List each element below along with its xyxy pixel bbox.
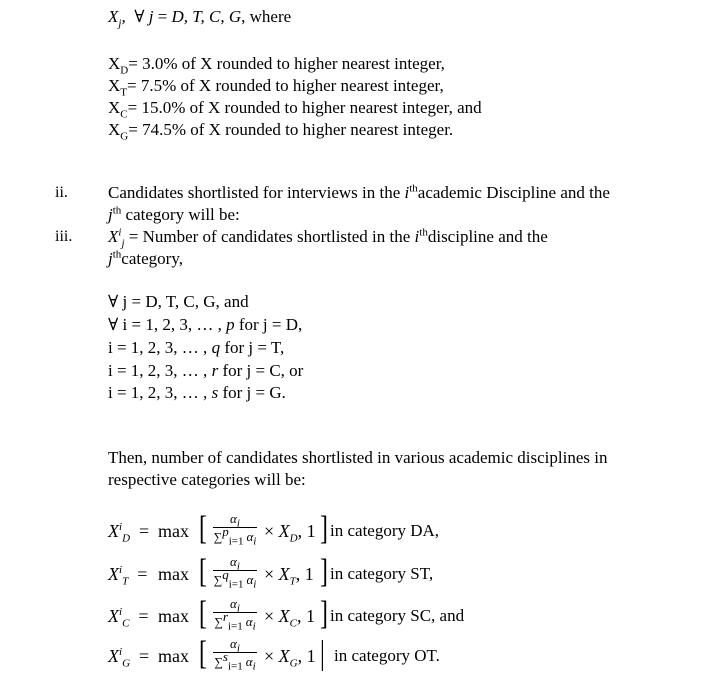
item-number-iii: iii. xyxy=(55,228,73,245)
item-ii-line2: $j^{th}$ category will be: xyxy=(108,204,240,224)
formula-row: $X^i_G$ = max [ $\alpha_i$ ∑$^s_{i=1}$ $\alpha_i$ × $X_G$, 1 | in category OT. xyxy=(108,635,440,673)
then-line-1: Then, number of candidates shortlisted in various academic disciplines in xyxy=(108,448,608,467)
range-line-4: i = 1, 2, 3, … , r for j = C, or xyxy=(108,361,304,380)
def-xt: $X_T= 7.5\%$ of X rounded to higher nearest integer, xyxy=(108,76,444,99)
item-number-ii: ii. xyxy=(55,184,68,201)
range-line-5: i = 1, 2, 3, … , s for j = G. xyxy=(108,383,286,402)
then-line-2: respective categories will be: xyxy=(108,470,306,489)
formula-row: $X^i_D$ = max [ $\alpha_i$ ∑$^p_{i=1}$ $\alpha_i$ × $X_D$, 1 ] in category DA, xyxy=(108,510,440,548)
item-iii-line1: $X^i_j$ = Number of candidates shortlisted in the $i^{th}discipline$ and the xyxy=(108,226,548,250)
range-line-3: i = 1, 2, 3, … , q for j = T, xyxy=(108,338,285,357)
formula-row: $X^i_C$ = max [ $\alpha_i$ ∑$^r_{i=1}$ $\alpha_i$ × $X_C$, 1 ] in category SC, and xyxy=(108,595,465,633)
range-line-2: ∀ i = 1, 2, 3, … , p for j = D, xyxy=(108,315,303,334)
range-line-1: ∀ j = D, T, C, G, and xyxy=(108,292,249,311)
item-ii-line1: Candidates shortlisted for interviews in the $i^{th}academic$ Discipline and the xyxy=(108,182,610,202)
formula-row: $X^i_T$ = max [ $\alpha_i$ ∑$^q_{i=1}$ $\alpha_i$ × $X_T$, 1 ] in category ST, xyxy=(108,553,434,591)
def-xd: $X_D= 3.0\%$ of X rounded to higher nearest integer, xyxy=(108,54,445,77)
item-iii-line2: $j^{th}category$, xyxy=(108,248,183,268)
def-xg: $X_G= 74.5\%$ of X rounded to higher nearest integer. xyxy=(108,120,454,143)
intro-line: $X_j$, ∀ j = D, T, C, G, where xyxy=(108,7,292,30)
def-xc: $X_C= 15.0\%$ of X rounded to higher nearest integer, and xyxy=(108,98,482,121)
